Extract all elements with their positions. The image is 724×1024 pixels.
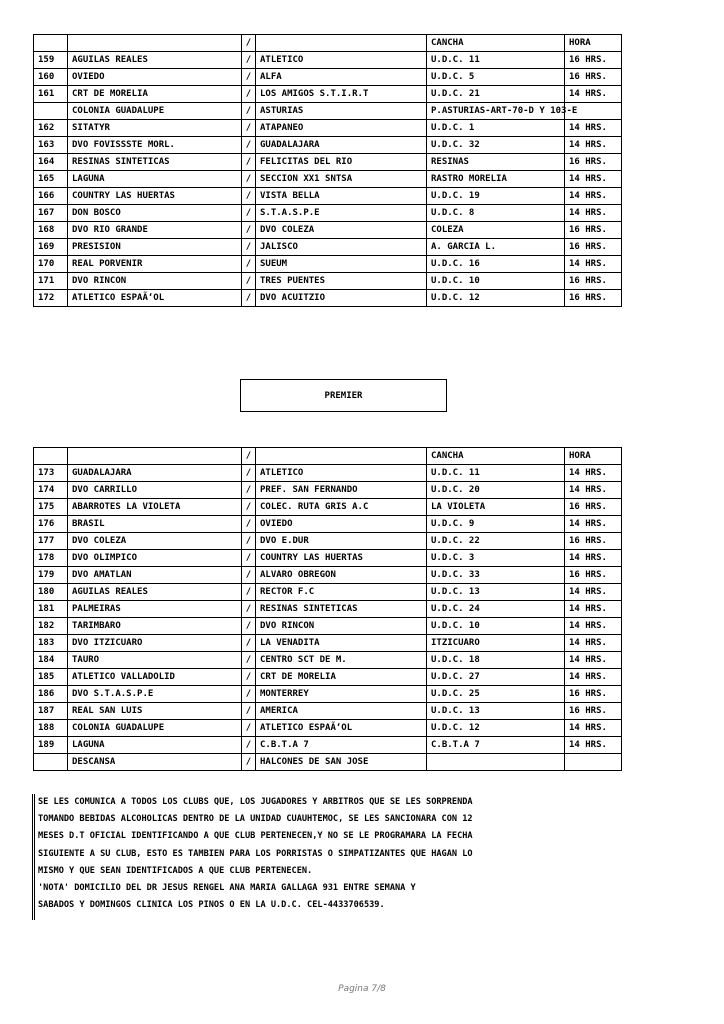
home-team-cell: DVO S.T.A.S.P.E (68, 686, 242, 703)
home-team-cell: ATLETICO VALLADOLID (68, 669, 242, 686)
home-team-cell: REAL SAN LUIS (68, 703, 242, 720)
home-team-cell: DVO CARRILLO (68, 482, 242, 499)
field-cell: U.D.C. 19 (427, 188, 565, 205)
away-team-cell: ATLETICO (256, 465, 427, 482)
away-team-cell (256, 35, 427, 52)
match-number-cell: 178 (34, 550, 68, 567)
separator-cell: / (242, 52, 256, 69)
separator-cell: / (242, 516, 256, 533)
away-team-cell: CENTRO SCT DE M. (256, 652, 427, 669)
away-team-cell: JALISCO (256, 239, 427, 256)
separator-cell: / (242, 618, 256, 635)
away-team-cell: HALCONES DE SAN JOSE (256, 754, 427, 771)
table-row (34, 222, 622, 239)
home-team-cell: SITATYR (68, 120, 242, 137)
notice-line: MISMO Y QUE SEAN IDENTIFICADOS A QUE CLUB PERTENECEN. (38, 865, 313, 876)
time-cell: 16 HRS. (565, 686, 622, 703)
field-cell: U.D.C. 32 (427, 137, 565, 154)
separator-cell: / (242, 103, 256, 120)
match-number-cell: 175 (34, 499, 68, 516)
away-team-cell: DVO RINCON (256, 618, 427, 635)
away-team-cell: FELICITAS DEL RIO (256, 154, 427, 171)
field-cell: U.D.C. 3 (427, 550, 565, 567)
table-row (34, 256, 622, 273)
field-cell: U.D.C. 9 (427, 516, 565, 533)
home-team-cell: PALMEIRAS (68, 601, 242, 618)
field-cell: A. GARCIA L. (427, 239, 565, 256)
table-row (34, 737, 622, 754)
field-cell: U.D.C. 13 (427, 703, 565, 720)
field-cell: U.D.C. 25 (427, 686, 565, 703)
field-cell: U.D.C. 1 (427, 120, 565, 137)
separator-cell: / (242, 601, 256, 618)
separator-cell: / (242, 686, 256, 703)
time-cell: 14 HRS. (565, 86, 622, 103)
away-team-cell: PREF. SAN FERNANDO (256, 482, 427, 499)
notice-line: SABADOS Y DOMINGOS CLINICA LOS PINOS O EN LA U.D.C. CEL-4433706539. (38, 900, 385, 911)
home-team-cell: CRT DE MORELIA (68, 86, 242, 103)
table-row (34, 567, 622, 584)
away-team-cell: DVO ACUITZIO (256, 290, 427, 307)
home-team-cell: COUNTRY LAS HUERTAS (68, 188, 242, 205)
time-cell: 14 HRS. (565, 205, 622, 222)
home-team-cell: RESINAS SINTETICAS (68, 154, 242, 171)
away-team-cell: SECCION XX1 SNTSA (256, 171, 427, 188)
match-number-cell: 173 (34, 465, 68, 482)
separator-cell: / (242, 154, 256, 171)
table-row (34, 533, 622, 550)
match-number-cell: 169 (34, 239, 68, 256)
notice-text-block (32, 794, 602, 920)
time-cell: 16 HRS. (565, 703, 622, 720)
time-cell: 16 HRS. (565, 154, 622, 171)
home-team-cell: DON BOSCO (68, 205, 242, 222)
table-row (34, 465, 622, 482)
time-cell: 16 HRS. (565, 567, 622, 584)
table-row (34, 499, 622, 516)
away-team-cell: RESINAS SINTETICAS (256, 601, 427, 618)
field-cell: U.D.C. 27 (427, 669, 565, 686)
separator-cell: / (242, 120, 256, 137)
time-cell: HORA (565, 448, 622, 465)
time-cell: 14 HRS. (565, 137, 622, 154)
field-cell: COLEZA (427, 222, 565, 239)
separator-cell: / (242, 499, 256, 516)
table-row (34, 120, 622, 137)
away-team-cell: AMERICA (256, 703, 427, 720)
home-team-cell: DVO OLIMPICO (68, 550, 242, 567)
time-cell: 14 HRS. (565, 516, 622, 533)
field-cell: C.B.T.A 7 (427, 737, 565, 754)
separator-cell: / (242, 273, 256, 290)
home-team-cell: AGUILAS REALES (68, 584, 242, 601)
field-cell: U.D.C. 10 (427, 273, 565, 290)
time-cell (565, 754, 622, 771)
separator-cell: / (242, 205, 256, 222)
away-team-cell: DVO COLEZA (256, 222, 427, 239)
away-team-cell: COUNTRY LAS HUERTAS (256, 550, 427, 567)
time-cell: 14 HRS. (565, 550, 622, 567)
field-cell: U.D.C. 12 (427, 720, 565, 737)
notice-line: 'NOTA' DOMICILIO DEL DR JESUS RENGEL ANA MARIA GALLAGA 931 ENTRE SEMANA Y (38, 882, 416, 893)
page-number: Pagina 7/8 (338, 984, 386, 994)
notice-line: SIGUIENTE A SU CLUB, ESTO ES TAMBIEN PARA LOS PORRISTAS O SIMPATIZANTES QUE HAGAN LO (38, 848, 473, 859)
separator-cell: / (242, 703, 256, 720)
time-cell: 16 HRS. (565, 222, 622, 239)
separator-cell: / (242, 737, 256, 754)
away-team-cell: SUEUM (256, 256, 427, 273)
match-number-cell: 167 (34, 205, 68, 222)
separator-cell: / (242, 171, 256, 188)
time-cell: 14 HRS. (565, 465, 622, 482)
table-row (34, 482, 622, 499)
away-team-cell: S.T.A.S.P.E (256, 205, 427, 222)
home-team-cell: COLONIA GUADALUPE (68, 103, 242, 120)
field-cell: U.D.C. 18 (427, 652, 565, 669)
separator-cell: / (242, 720, 256, 737)
field-cell: U.D.C. 11 (427, 465, 565, 482)
match-number-cell: 170 (34, 256, 68, 273)
home-team-cell: TAURO (68, 652, 242, 669)
field-cell: U.D.C. 33 (427, 567, 565, 584)
away-team-cell: LA VENADITA (256, 635, 427, 652)
match-number-cell: 164 (34, 154, 68, 171)
time-cell: 16 HRS. (565, 290, 622, 307)
match-number-cell: 187 (34, 703, 68, 720)
field-cell: ITZICUARO (427, 635, 565, 652)
match-number-cell: 176 (34, 516, 68, 533)
separator-cell: / (242, 465, 256, 482)
match-number-cell (34, 754, 68, 771)
separator-cell: / (242, 754, 256, 771)
separator-cell: / (242, 550, 256, 567)
separator-cell: / (242, 533, 256, 550)
table-row (34, 601, 622, 618)
schedule-table-1 (33, 34, 622, 307)
match-number-cell: 179 (34, 567, 68, 584)
field-cell: LA VIOLETA (427, 499, 565, 516)
time-cell: 16 HRS. (565, 52, 622, 69)
table-row (34, 188, 622, 205)
match-number-cell: 163 (34, 137, 68, 154)
away-team-cell: RECTOR F.C (256, 584, 427, 601)
time-cell: 14 HRS. (565, 618, 622, 635)
match-number-cell: 162 (34, 120, 68, 137)
field-cell: U.D.C. 5 (427, 69, 565, 86)
away-team-cell (256, 448, 427, 465)
table-row (34, 154, 622, 171)
home-team-cell: DVO FOVISSSTE MORL. (68, 137, 242, 154)
separator-cell: / (242, 635, 256, 652)
home-team-cell: DVO RIO GRANDE (68, 222, 242, 239)
away-team-cell: ATLETICO (256, 52, 427, 69)
separator-cell: / (242, 188, 256, 205)
separator-cell: / (242, 482, 256, 499)
field-cell: CANCHA (427, 35, 565, 52)
table-row (34, 171, 622, 188)
match-number-cell: 168 (34, 222, 68, 239)
time-cell: HORA (565, 35, 622, 52)
table-row (34, 69, 622, 86)
separator-cell: / (242, 256, 256, 273)
table-header-row (34, 35, 622, 52)
match-number-cell: 184 (34, 652, 68, 669)
home-team-cell (68, 35, 242, 52)
table-row (34, 239, 622, 256)
match-number-cell: 160 (34, 69, 68, 86)
time-cell: 16 HRS. (565, 499, 622, 516)
table-row (34, 754, 622, 771)
field-cell: U.D.C. 13 (427, 584, 565, 601)
table-row (34, 550, 622, 567)
separator-cell: / (242, 222, 256, 239)
table-row (34, 137, 622, 154)
match-number-cell (34, 448, 68, 465)
field-cell (427, 754, 565, 771)
time-cell: 14 HRS. (565, 171, 622, 188)
away-team-cell: DVO E.DUR (256, 533, 427, 550)
separator-cell: / (242, 86, 256, 103)
field-cell: RESINAS (427, 154, 565, 171)
away-team-cell: ALVARO OBREGON (256, 567, 427, 584)
match-number-cell: 161 (34, 86, 68, 103)
time-cell: 14 HRS. (565, 652, 622, 669)
home-team-cell: DVO COLEZA (68, 533, 242, 550)
match-number-cell: 185 (34, 669, 68, 686)
away-team-cell: TRES PUENTES (256, 273, 427, 290)
match-number-cell: 166 (34, 188, 68, 205)
away-team-cell: LOS AMIGOS S.T.I.R.T (256, 86, 427, 103)
match-number-cell: 180 (34, 584, 68, 601)
field-cell: RASTRO MORELIA (427, 171, 565, 188)
field-cell: U.D.C. 21 (427, 86, 565, 103)
match-number-cell: 177 (34, 533, 68, 550)
home-team-cell: LAGUNA (68, 171, 242, 188)
home-team-cell: ABARROTES LA VIOLETA (68, 499, 242, 516)
table-row (34, 273, 622, 290)
away-team-cell: ALFA (256, 69, 427, 86)
time-cell: 14 HRS. (565, 601, 622, 618)
away-team-cell: COLEC. RUTA GRIS A.C (256, 499, 427, 516)
time-cell: 14 HRS. (565, 737, 622, 754)
table-row (34, 652, 622, 669)
home-team-cell: ATLETICO ESPAÃ‘OL (68, 290, 242, 307)
field-cell: U.D.C. 22 (427, 533, 565, 550)
match-number-cell: 165 (34, 171, 68, 188)
time-cell: 14 HRS. (565, 669, 622, 686)
match-number-cell: 182 (34, 618, 68, 635)
field-cell: U.D.C. 16 (427, 256, 565, 273)
away-team-cell: ATAPANEO (256, 120, 427, 137)
separator-cell: / (242, 69, 256, 86)
table-row (34, 516, 622, 533)
field-cell: U.D.C. 8 (427, 205, 565, 222)
field-cell: CANCHA (427, 448, 565, 465)
separator-cell: / (242, 652, 256, 669)
time-cell: 14 HRS. (565, 256, 622, 273)
match-number-cell: 171 (34, 273, 68, 290)
time-cell: 16 HRS. (565, 533, 622, 550)
notice-line: TOMANDO BEBIDAS ALCOHOLICAS DENTRO DE LA UNIDAD CUAUHTEMOC, SE LES SANCIONARA CON 12 (38, 814, 473, 825)
section-title-premier: PREMIER (240, 379, 447, 412)
table-row (34, 86, 622, 103)
home-team-cell: DESCANSA (68, 754, 242, 771)
separator-cell: / (242, 669, 256, 686)
notice-line: SE LES COMUNICA A TODOS LOS CLUBS QUE, LOS JUGADORES Y ARBITROS QUE SE LES SORPRENDA (38, 797, 473, 807)
table-row (34, 290, 622, 307)
time-cell: 14 HRS. (565, 188, 622, 205)
time-cell: 14 HRS. (565, 635, 622, 652)
time-cell: 14 HRS. (565, 720, 622, 737)
home-team-cell: COLONIA GUADALUPE (68, 720, 242, 737)
away-team-cell: VISTA BELLA (256, 188, 427, 205)
separator-cell: / (242, 239, 256, 256)
match-number-cell: 181 (34, 601, 68, 618)
field-cell: U.D.C. 10 (427, 618, 565, 635)
home-team-cell: PRESISION (68, 239, 242, 256)
home-team-cell: DVO AMATLAN (68, 567, 242, 584)
away-team-cell: GUADALAJARA (256, 137, 427, 154)
table-row (34, 686, 622, 703)
match-number-cell: 183 (34, 635, 68, 652)
field-cell: U.D.C. 24 (427, 601, 565, 618)
home-team-cell: BRASIL (68, 516, 242, 533)
away-team-cell: MONTERREY (256, 686, 427, 703)
away-team-cell: ASTURIAS (256, 103, 427, 120)
table-row (34, 618, 622, 635)
away-team-cell: CRT DE MORELIA (256, 669, 427, 686)
field-cell: U.D.C. 12 (427, 290, 565, 307)
time-cell: 16 HRS. (565, 69, 622, 86)
time-cell: 16 HRS. (565, 239, 622, 256)
table-row (34, 584, 622, 601)
notice-line: MESES D.T OFICIAL IDENTIFICANDO A QUE CLUB PERTENECEN,Y NO SE LE PROGRAMARA LA FECHA (38, 831, 473, 842)
match-number-cell: 189 (34, 737, 68, 754)
home-team-cell: LAGUNA (68, 737, 242, 754)
match-number-cell: 174 (34, 482, 68, 499)
separator-cell: / (242, 137, 256, 154)
time-cell: 14 HRS. (565, 482, 622, 499)
separator-cell: / (242, 567, 256, 584)
match-number-cell: 188 (34, 720, 68, 737)
table-row (34, 669, 622, 686)
match-number-cell: 172 (34, 290, 68, 307)
home-team-cell: TARIMBARO (68, 618, 242, 635)
time-cell: 14 HRS. (565, 120, 622, 137)
home-team-cell: DVO ITZICUARO (68, 635, 242, 652)
home-team-cell: AGUILAS REALES (68, 52, 242, 69)
match-number-cell (34, 35, 68, 52)
match-number-cell (34, 103, 68, 120)
table-row (34, 635, 622, 652)
field-cell: U.D.C. 20 (427, 482, 565, 499)
separator-cell: / (242, 448, 256, 465)
time-cell: 16 HRS. (565, 273, 622, 290)
match-number-cell: 186 (34, 686, 68, 703)
table-row (34, 703, 622, 720)
field-cell: P.ASTURIAS-ART-70-D Y 103-E (427, 103, 565, 120)
home-team-cell: OVIEDO (68, 69, 242, 86)
away-team-cell: ATLETICO ESPAÃ‘OL (256, 720, 427, 737)
schedule-table-2 (33, 447, 622, 771)
away-team-cell: C.B.T.A 7 (256, 737, 427, 754)
home-team-cell (68, 448, 242, 465)
home-team-cell: REAL PORVENIR (68, 256, 242, 273)
table-row (34, 103, 622, 120)
table-row (34, 205, 622, 222)
separator-cell: / (242, 35, 256, 52)
time-cell: 14 HRS. (565, 584, 622, 601)
home-team-cell: GUADALAJARA (68, 465, 242, 482)
separator-cell: / (242, 290, 256, 307)
separator-cell: / (242, 584, 256, 601)
away-team-cell: OVIEDO (256, 516, 427, 533)
match-number-cell: 159 (34, 52, 68, 69)
field-cell: U.D.C. 11 (427, 52, 565, 69)
home-team-cell: DVO RINCON (68, 273, 242, 290)
table-row (34, 52, 622, 69)
table-row (34, 720, 622, 737)
table-header-row (34, 448, 622, 465)
